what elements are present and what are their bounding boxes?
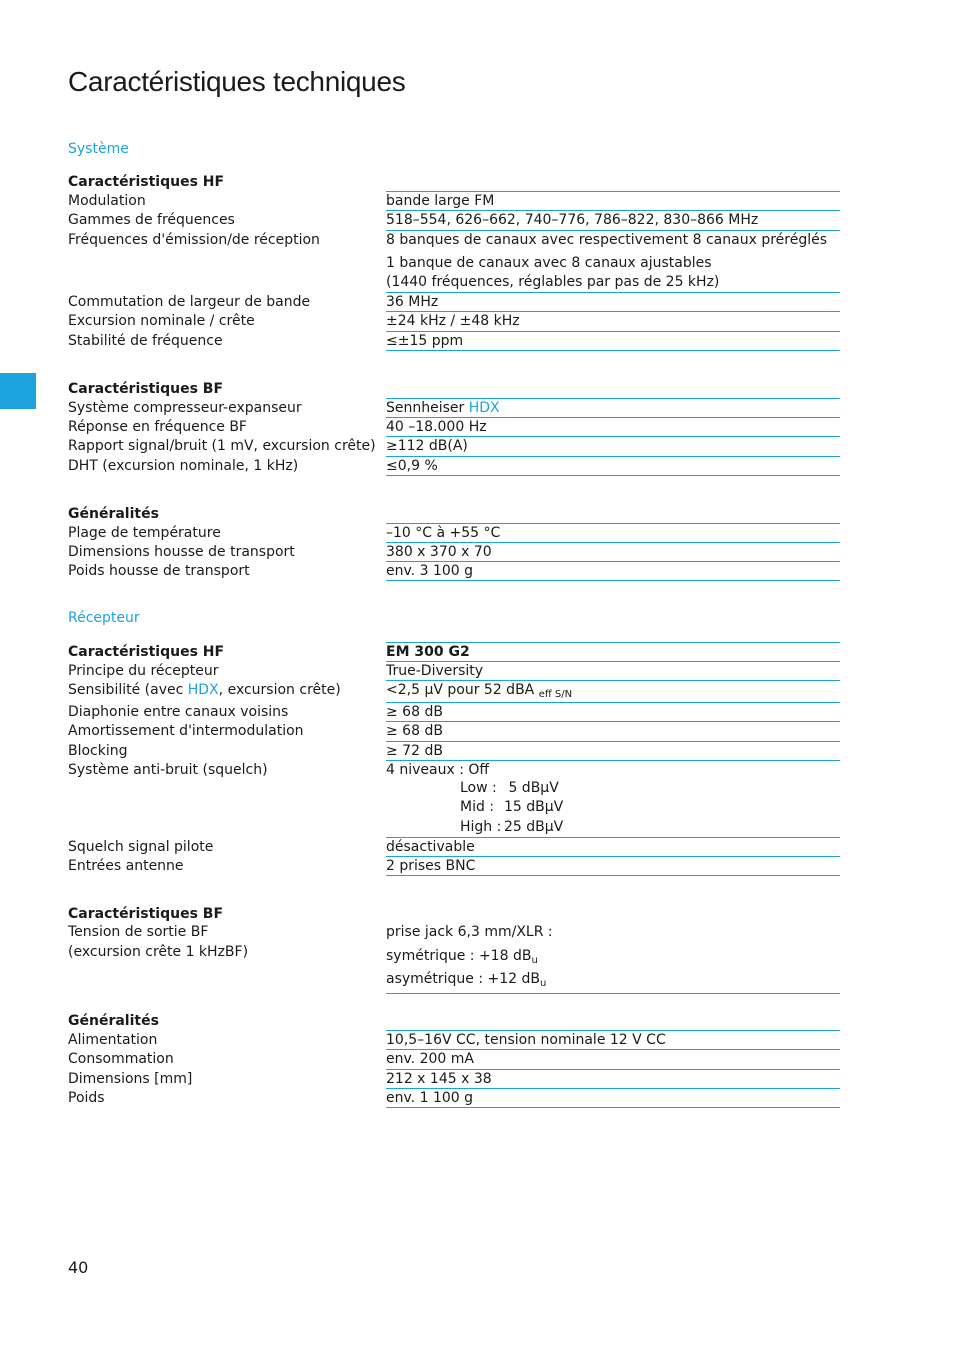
- spec-value: ≥ 72 dB: [386, 741, 840, 760]
- spec-label: Poids: [68, 1090, 105, 1106]
- squelch-level-value: 5 dBµV: [508, 780, 559, 796]
- spec-label: Système anti-bruit (squelch): [68, 762, 268, 778]
- output-sym: symétrique : +18 dB: [386, 948, 532, 964]
- model-name: EM 300 G2: [386, 642, 840, 661]
- spec-value: 2 prises BNC: [386, 856, 840, 876]
- hdx-link-text: HDX: [187, 682, 219, 698]
- spec-row: [68, 192, 840, 211]
- spec-label: Squelch signal pilote: [68, 839, 214, 855]
- spec-row: [68, 1089, 840, 1108]
- spec-row: [68, 857, 840, 876]
- spec-row: [68, 761, 840, 780]
- freq-extra-line-2: (1440 fréquences, réglables par pas de 25 kHz): [386, 274, 720, 290]
- spec-label: Réponse en fréquence BF: [68, 419, 247, 435]
- systeme-gen-heading: Généralités: [68, 506, 159, 522]
- spec-label: Plage de température: [68, 525, 221, 541]
- spec-value: 518–554, 626–662, 740–776, 786–822, 830–866 MHz: [386, 210, 840, 229]
- spec-row: [68, 1050, 840, 1069]
- freq-extra-line-1: 1 banque de canaux avec 8 canaux ajustables: [386, 255, 712, 271]
- spec-value: [386, 680, 840, 704]
- spec-label: Commutation de largeur de bande: [68, 294, 311, 310]
- spec-label: Gammes de fréquences: [68, 212, 235, 228]
- squelch-level-key: Mid :: [460, 799, 495, 815]
- systeme-bf-heading: Caractéristiques BF: [68, 381, 224, 397]
- spec-row: [68, 399, 840, 418]
- spec-label: Principe du récepteur: [68, 663, 219, 679]
- spec-value: [386, 398, 840, 417]
- spec-row: [68, 742, 840, 761]
- recepteur-hf-heading-row: [68, 643, 840, 662]
- hdx-link-text: HDX: [468, 400, 500, 416]
- systeme-hf-heading-row: [68, 173, 840, 192]
- recepteur-gen-heading-row: [68, 1012, 840, 1031]
- sens-label-post: , excursion crête): [218, 682, 341, 698]
- recepteur-hf-heading: Caractéristiques HF: [68, 644, 225, 660]
- spec-row: [68, 1031, 840, 1050]
- spec-row: [68, 312, 840, 331]
- systeme-gen-heading-row: [68, 505, 840, 524]
- spec-value: env. 3 100 g: [386, 561, 840, 581]
- spec-row: [68, 457, 840, 476]
- spec-value: ≤±15 ppm: [386, 331, 840, 351]
- spec-value: 40 –18.000 Hz: [386, 417, 840, 436]
- spec-row: [68, 418, 840, 437]
- unit-subscript: u: [540, 978, 547, 989]
- spec-value: –10 °C à +55 °C: [386, 523, 840, 542]
- page-title: Caractéristiques techniques: [68, 66, 406, 97]
- output-asym: asymétrique : +12 dB: [386, 971, 541, 987]
- spec-label: Dimensions [mm]: [68, 1071, 193, 1087]
- spec-label: Dimensions housse de transport: [68, 544, 295, 560]
- spec-value: 8 banques de canaux avec respectivement 8 canaux préréglés: [386, 230, 840, 249]
- sens-value: <2,5 µV pour 52 dBA: [386, 682, 539, 698]
- output-value-1: prise jack 6,3 mm/XLR :: [386, 924, 553, 940]
- compander-brand: Sennheiser: [386, 400, 469, 416]
- spec-label: Système compresseur-expanseur: [68, 400, 302, 416]
- spec-row: [68, 662, 840, 681]
- squelch-level-low: [460, 780, 559, 796]
- spec-row: [68, 1070, 840, 1089]
- output-label-2: (excursion crête 1 kHzBF): [68, 944, 249, 960]
- recepteur-gen-heading: Généralités: [68, 1013, 159, 1029]
- spec-value: ≥112 dB(A): [386, 436, 840, 455]
- spec-row: [68, 231, 840, 250]
- sens-subscript: eff S/N: [538, 689, 573, 700]
- spec-value: env. 1 100 g: [386, 1088, 840, 1108]
- spec-label: Consommation: [68, 1051, 174, 1067]
- squelch-level-mid: [460, 799, 563, 815]
- spec-value: ≥ 68 dB: [386, 721, 840, 740]
- spec-row: [68, 681, 840, 703]
- squelch-level-value: 25 dBµV: [504, 819, 564, 835]
- chapter-tab-marker: [0, 373, 36, 409]
- spec-label: Alimentation: [68, 1032, 158, 1048]
- spec-label: Entrées antenne: [68, 858, 184, 874]
- spec-row: [68, 524, 840, 543]
- unit-subscript: u: [531, 955, 538, 966]
- squelch-level-key: High :: [460, 819, 502, 835]
- systeme-hf-heading: Caractéristiques HF: [68, 174, 225, 190]
- squelch-level-high: [460, 819, 563, 835]
- spec-value: bande large FM: [386, 191, 840, 210]
- spec-label: Modulation: [68, 193, 146, 209]
- spec-value: ≤0,9 %: [386, 456, 840, 476]
- spec-label: Rapport signal/bruit (1 mV, excursion crête): [68, 438, 376, 454]
- spec-row: [68, 543, 840, 562]
- spec-row: [68, 703, 840, 722]
- spec-value: désactivable: [386, 837, 840, 856]
- spec-value: 380 x 370 x 70: [386, 542, 840, 561]
- spec-label: Poids housse de transport: [68, 563, 250, 579]
- page-number: 40: [68, 1258, 89, 1277]
- spec-value: 36 MHz: [386, 292, 840, 311]
- squelch-level-key: Low :: [460, 780, 497, 796]
- spec-label: Stabilité de fréquence: [68, 333, 223, 349]
- spec-label: Diaphonie entre canaux voisins: [68, 704, 289, 720]
- recepteur-bf-heading: Caractéristiques BF: [68, 906, 224, 922]
- squelch-level-value: 15 dBµV: [504, 799, 564, 815]
- spec-value: 10,5–16V CC, tension nominale 12 V CC: [386, 1030, 840, 1049]
- spec-value: ±24 kHz / ±48 kHz: [386, 311, 840, 330]
- spec-row: [68, 211, 840, 230]
- spec-value: 4 niveaux : Off: [386, 760, 840, 779]
- systeme-bf-heading-row: [68, 380, 840, 399]
- rule-line: [386, 993, 840, 994]
- section-heading-systeme: Système: [68, 141, 129, 157]
- spec-label: [68, 681, 341, 699]
- spec-label: Blocking: [68, 743, 128, 759]
- spec-value: 212 x 145 x 38: [386, 1069, 840, 1088]
- spec-label: Excursion nominale / crête: [68, 313, 255, 329]
- spec-row: [68, 332, 840, 351]
- spec-row: [68, 838, 840, 857]
- spec-value: ≥ 68 dB: [386, 702, 840, 721]
- spec-row: [68, 562, 840, 581]
- spec-row: [68, 293, 840, 312]
- spec-label: Fréquences d'émission/de réception: [68, 232, 320, 248]
- spec-row: [68, 437, 840, 456]
- sens-label-pre: Sensibilité (avec: [68, 682, 188, 698]
- output-value-2: [386, 948, 538, 966]
- spec-value: True-Diversity: [386, 661, 840, 680]
- spec-label: Amortissement d'intermodulation: [68, 723, 304, 739]
- output-value-3: [386, 971, 546, 989]
- recepteur-bf-heading-row: [68, 905, 840, 924]
- spec-value: env. 200 mA: [386, 1049, 840, 1068]
- output-label-1: Tension de sortie BF: [68, 924, 209, 940]
- spec-label: DHT (excursion nominale, 1 kHz): [68, 458, 299, 474]
- section-heading-recepteur: Récepteur: [68, 610, 140, 626]
- spec-row: [68, 722, 840, 741]
